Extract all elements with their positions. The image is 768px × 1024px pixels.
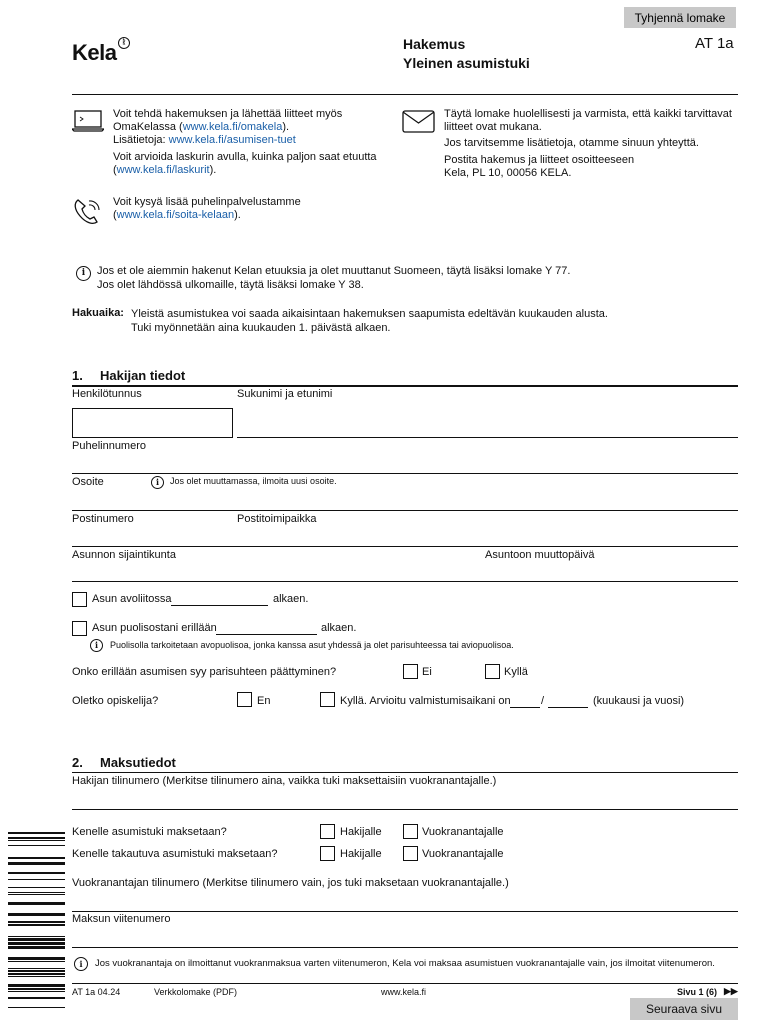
document-title: Hakemus Yleinen asumistuki [403, 36, 530, 71]
landlord-account-label: Vuokranantajan tilinumero (Merkitse tilinumero vain, jos tuki maksetaan vuokranantajalle.) [72, 877, 509, 889]
paid-to-applicant-label: Hakijalle [340, 826, 382, 838]
mail-info: Täytä lomake huolellisesti ja varmista, että kaikki tarvittavat liitteet ovat mukana. Jos tarvitsemme lisätietoja, otamme sinuun yhteyttä. Postita hakemus ja liitteet osoitteeseen Kela, PL 10, 00056 KELA. [444, 108, 732, 179]
barcode-image [8, 832, 65, 1015]
phone-icon [72, 197, 104, 227]
footer-rule [72, 983, 738, 984]
municipality-label: Asunnon sijaintikunta [72, 549, 176, 561]
reference-hint: Jos vuokranantaja on ilmoittanut vuokranmaksua varten viitenumeron, Kela voi maksaa asumistuen vuokranantajalle vain, jos ilmoitat viitenumeron. [95, 958, 715, 969]
laptop-icon [72, 110, 104, 132]
address-field[interactable] [72, 510, 738, 511]
footer-website: www.kela.fi [381, 987, 427, 997]
footer-form-type: Verkkolomake (PDF) [154, 987, 238, 997]
logo-mark-icon: ᚱ [118, 37, 130, 49]
calculator-link[interactable]: www.kela.fi/laskurit [116, 164, 210, 176]
omakela-link[interactable]: www.kela.fi/omakela [182, 121, 283, 133]
spouse-info-icon: i [90, 639, 103, 652]
ssn-field[interactable] [72, 408, 233, 438]
cohabit-suffix: alkaen. [273, 593, 309, 605]
footer-form-code: AT 1a 04.24 [72, 987, 121, 997]
cohabit-date-field[interactable] [171, 605, 268, 606]
phone-label: Puhelinnumero [72, 440, 146, 452]
reference-info-icon: i [74, 957, 88, 971]
breakup-question: Onko erillään asumisen syy parisuhteen päättyminen? [72, 666, 337, 678]
graduation-month-field[interactable] [510, 707, 540, 708]
reference-field[interactable] [72, 947, 738, 948]
info-icon: i [76, 266, 91, 281]
cohabit-label: Asun avoliitossa [92, 593, 172, 605]
phone-field[interactable] [72, 473, 738, 474]
breakup-yes-label: Kyllä [504, 666, 528, 678]
name-field[interactable] [237, 437, 738, 438]
online-info: Voit tehdä hakemuksen ja lähettää liitteet myös OmaKelassa (www.kela.fi/omakela). Lisätietoja: www.kela.fi/asumisen-tuet Voit arvioida laskurin avulla, kuinka paljon saat etuutta (www.kela.fi/laskurit). [113, 108, 377, 176]
landlord-account-field[interactable] [72, 911, 738, 912]
section-1-number: 1. [72, 368, 83, 383]
section-2-rule [72, 772, 738, 773]
student-no-checkbox[interactable] [237, 692, 252, 707]
separate-label: Asun puolisostani erillään [92, 622, 217, 634]
separate-checkbox[interactable] [72, 621, 87, 636]
breakup-no-label: Ei [422, 666, 432, 678]
section-2-title: Maksutiedot [100, 755, 176, 770]
refund-landlord-label: Vuokranantajalle [422, 848, 504, 860]
application-period-text: Yleistä asumistukea voi saada aikaisintaan hakemuksen saapumista edeltävän kuukauden alusta. Tuki myönnetään aina kuukauden 1. päivästä alkaen. [131, 308, 608, 334]
next-page-button[interactable]: Seuraava sivu [630, 998, 738, 1020]
breakup-no-checkbox[interactable] [403, 664, 418, 679]
address-label: Osoite [72, 476, 104, 488]
address-hint: Jos olet muuttamassa, ilmoita uusi osoite. [170, 476, 337, 486]
refund-applicant-checkbox[interactable] [320, 846, 335, 861]
separate-suffix: alkaen. [321, 622, 357, 634]
student-yes-label: Kyllä. Arvioitu valmistumisaikani on [340, 695, 511, 707]
next-page-arrow-icon[interactable]: ▶▶ [724, 986, 738, 996]
postal-office-label: Postitoimipaikka [237, 513, 317, 525]
notice-text: Jos et ole aiemmin hakenut Kelan etuuksia ja olet muuttanut Suomeen, täytä lisäksi lomake Y 77. Jos olet lähdössä ulkomaille, täytä lisäksi lomake Y 38. [97, 265, 571, 291]
account-field[interactable] [72, 809, 738, 810]
breakup-yes-checkbox[interactable] [485, 664, 500, 679]
paid-to-landlord-label: Vuokranantajalle [422, 826, 504, 838]
paid-to-applicant-checkbox[interactable] [320, 824, 335, 839]
cohabit-checkbox[interactable] [72, 592, 87, 607]
postal-field[interactable] [72, 546, 738, 547]
municipality-field[interactable] [72, 581, 738, 582]
envelope-icon [402, 110, 435, 133]
account-label: Hakijan tilinumero (Merkitse tilinumero aina, vaikka tuki maksettaisiin vuokranantajalle.) [72, 775, 497, 787]
section-1-title: Hakijan tiedot [100, 368, 186, 383]
postal-code-label: Postinumero [72, 513, 134, 525]
ssn-label: Henkilötunnus [72, 388, 142, 400]
paid-to-landlord-checkbox[interactable] [403, 824, 418, 839]
header-divider [72, 94, 738, 95]
section-1-rule [72, 385, 738, 387]
graduation-year-field[interactable] [548, 707, 588, 708]
phone-info: Voit kysyä lisää puhelinpalvelustamme (www.kela.fi/soita-kelaan). [113, 196, 301, 221]
date-format-hint: (kuukausi ja vuosi) [593, 695, 685, 707]
housing-benefits-link[interactable]: www.kela.fi/asumisen-tuet [168, 134, 296, 146]
form-code: AT 1a [695, 35, 734, 52]
address-info-icon: i [151, 476, 164, 489]
call-kela-link[interactable]: www.kela.fi/soita-kelaan [116, 209, 235, 221]
page-number: Sivu 1 (6) [677, 987, 718, 997]
application-period-label: Hakuaika: [72, 307, 124, 319]
refund-landlord-checkbox[interactable] [403, 846, 418, 861]
student-no-label: En [257, 695, 271, 707]
spouse-hint: Puolisolla tarkoitetaan avopuolisoa, jonka kanssa asut yhdessä ja olet parisuhteessa tai aviopuolisoa. [110, 640, 514, 650]
kela-logo: Kela [72, 40, 117, 65]
section-2-number: 2. [72, 755, 83, 770]
refund-applicant-label: Hakijalle [340, 848, 382, 860]
name-label: Sukunimi ja etunimi [237, 388, 333, 400]
refund-question: Kenelle takautuva asumistuki maksetaan? [72, 848, 278, 860]
move-date-label: Asuntoon muuttopäivä [485, 549, 595, 561]
paid-to-question: Kenelle asumistuki maksetaan? [72, 826, 227, 838]
date-separator: / [541, 695, 545, 707]
reference-label: Maksun viitenumero [72, 913, 171, 925]
student-yes-checkbox[interactable] [320, 692, 335, 707]
clear-form-button[interactable]: Tyhjennä lomake [624, 7, 736, 28]
separate-date-field[interactable] [216, 634, 317, 635]
student-question: Oletko opiskelija? [72, 695, 159, 707]
